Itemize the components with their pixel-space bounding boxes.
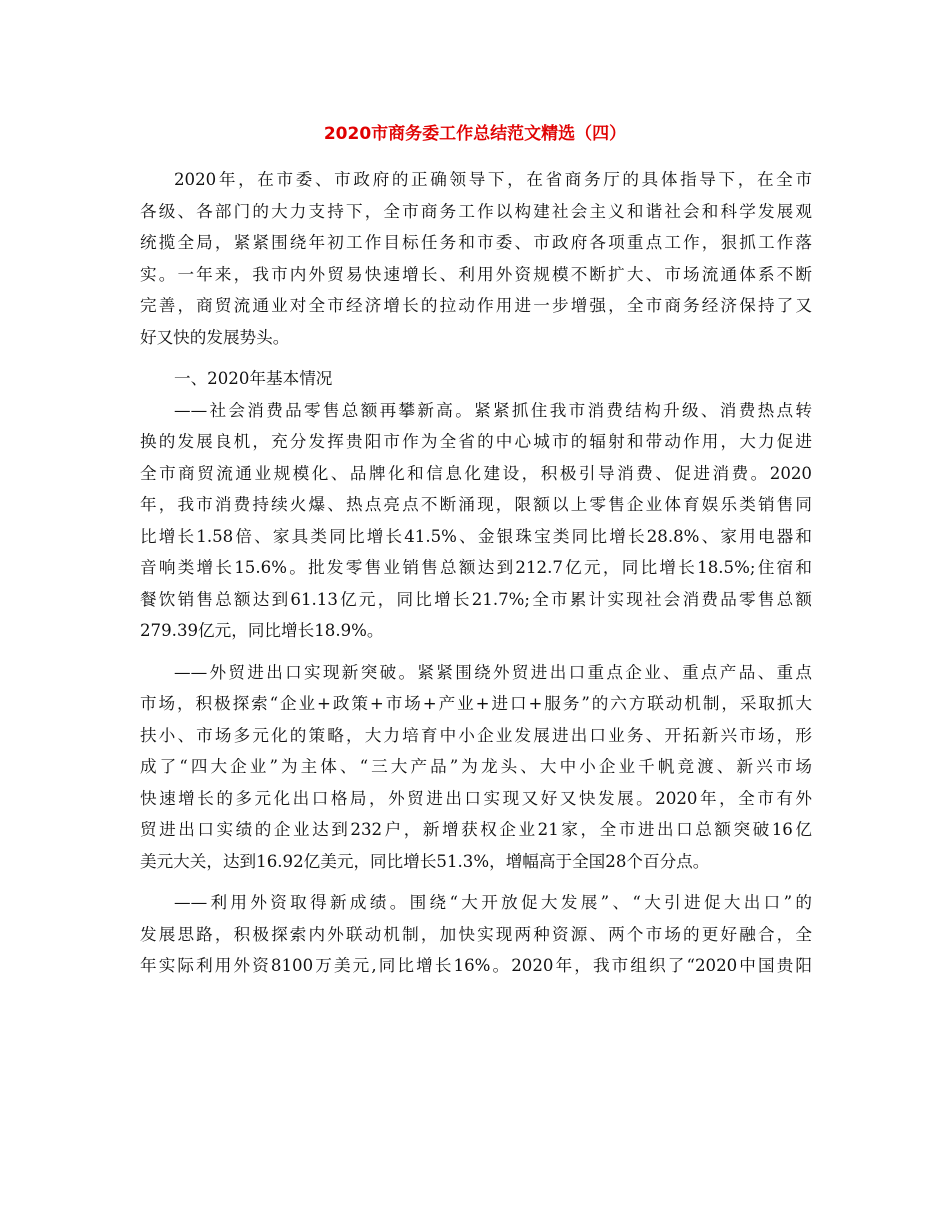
text-line: 餐饮销售总额达到61.13亿元，同比增长21.7%;全市累计实现社会消费品零售总额 <box>140 589 812 609</box>
paragraph-investment <box>140 887 812 982</box>
text-line: 贸进出口实绩的企业达到232户，新增获权企业21家，全市进出口总额突破16亿 <box>140 820 812 839</box>
text-line: ——外贸进出口实现新突破。紧紧围绕外贸进出口重点企业、重点产品、重点 <box>174 662 812 682</box>
text-line: 比增长1.58倍、家具类同比增长41.5%、金银珠宝类同比增长28.8%、家用电器和 <box>140 526 812 546</box>
text-line: 音响类增长15.6%。批发零售业销售总额达到212.7亿元，同比增长18.5%;住宿和 <box>140 558 812 577</box>
text-line: ——社会消费品零售总额再攀新高。紧紧抓住我市消费结构升级、消费热点转 <box>174 400 812 420</box>
text-line: 全市商贸流通业规模化、品牌化和信息化建设，积极引导消费、促进消费。2020 <box>140 463 812 483</box>
paragraph-trade <box>140 657 812 878</box>
text-line: 美元大关，达到16.92亿美元，同比增长51.3%，增幅高于全国28个百分点。 <box>140 851 710 871</box>
text-line: 好又快的发展势头。 <box>140 327 290 347</box>
text-line: 统揽全局，紧紧围绕年初工作目标任务和市委、市政府各项重点工作，狠抓工作落 <box>140 233 812 252</box>
text-line: 一、2020年基本情况 <box>174 369 333 388</box>
text-line: 快速增长的多元化出口格局，外贸进出口实现又好又快发展。2020年，全市有外 <box>140 788 812 808</box>
text-line: 完善，商贸流通业对全市经济增长的拉动作用进一步增强，全市商务经济保持了又 <box>140 296 812 315</box>
text-line: 各级、各部门的大力支持下，全市商务工作以构建社会主义和谐社会和科学发展观 <box>140 201 812 221</box>
text-line: 发展思路，积极探索内外联动机制，加快实现两种资源、两个市场的更好融合，全 <box>140 924 812 944</box>
text-line: 扶小、市场多元化的策略，大力培育中小企业发展进出口业务、开拓新兴市场，形 <box>140 725 812 745</box>
document-body <box>140 164 812 982</box>
text-line: 年，我市消费持续火爆、热点亮点不断涌现，限额以上零售企业体育娱乐类销售同 <box>140 495 812 514</box>
section-heading <box>140 363 812 395</box>
text-line: 279.39亿元，同比增长18.9%。 <box>140 621 384 640</box>
paragraph-retail <box>140 395 812 647</box>
text-line: 年实际利用外资8100万美元,同比增长16%。2020年，我市组织了“2020中国贵阳 <box>140 956 812 975</box>
paragraph-intro <box>140 164 812 353</box>
text-line: 实。一年来，我市内外贸易快速增长、利用外资规模不断扩大、市场流通体系不断 <box>140 264 812 284</box>
text-line: ——利用外资取得新成绩。围绕“大开放促大发展”、“大引进促大出口”的 <box>174 893 812 912</box>
document-title: 2020市商务委工作总结范文精选（四） <box>323 124 627 144</box>
text-line: 换的发展良机，充分发挥贵阳市作为全省的中心城市的辐射和带动作用，大力促进 <box>140 432 812 451</box>
text-line: 成了“四大企业”为主体、“三大产品”为龙头、大中小企业千帆竞渡、新兴市场 <box>140 757 812 776</box>
text-line: 2020年，在市委、市政府的正确领导下，在省商务厅的具体指导下，在全市 <box>174 170 812 189</box>
text-line: 市场，积极探索“企业+政策+市场+产业+进口+服务”的六方联动机制，采取抓大 <box>140 694 812 713</box>
